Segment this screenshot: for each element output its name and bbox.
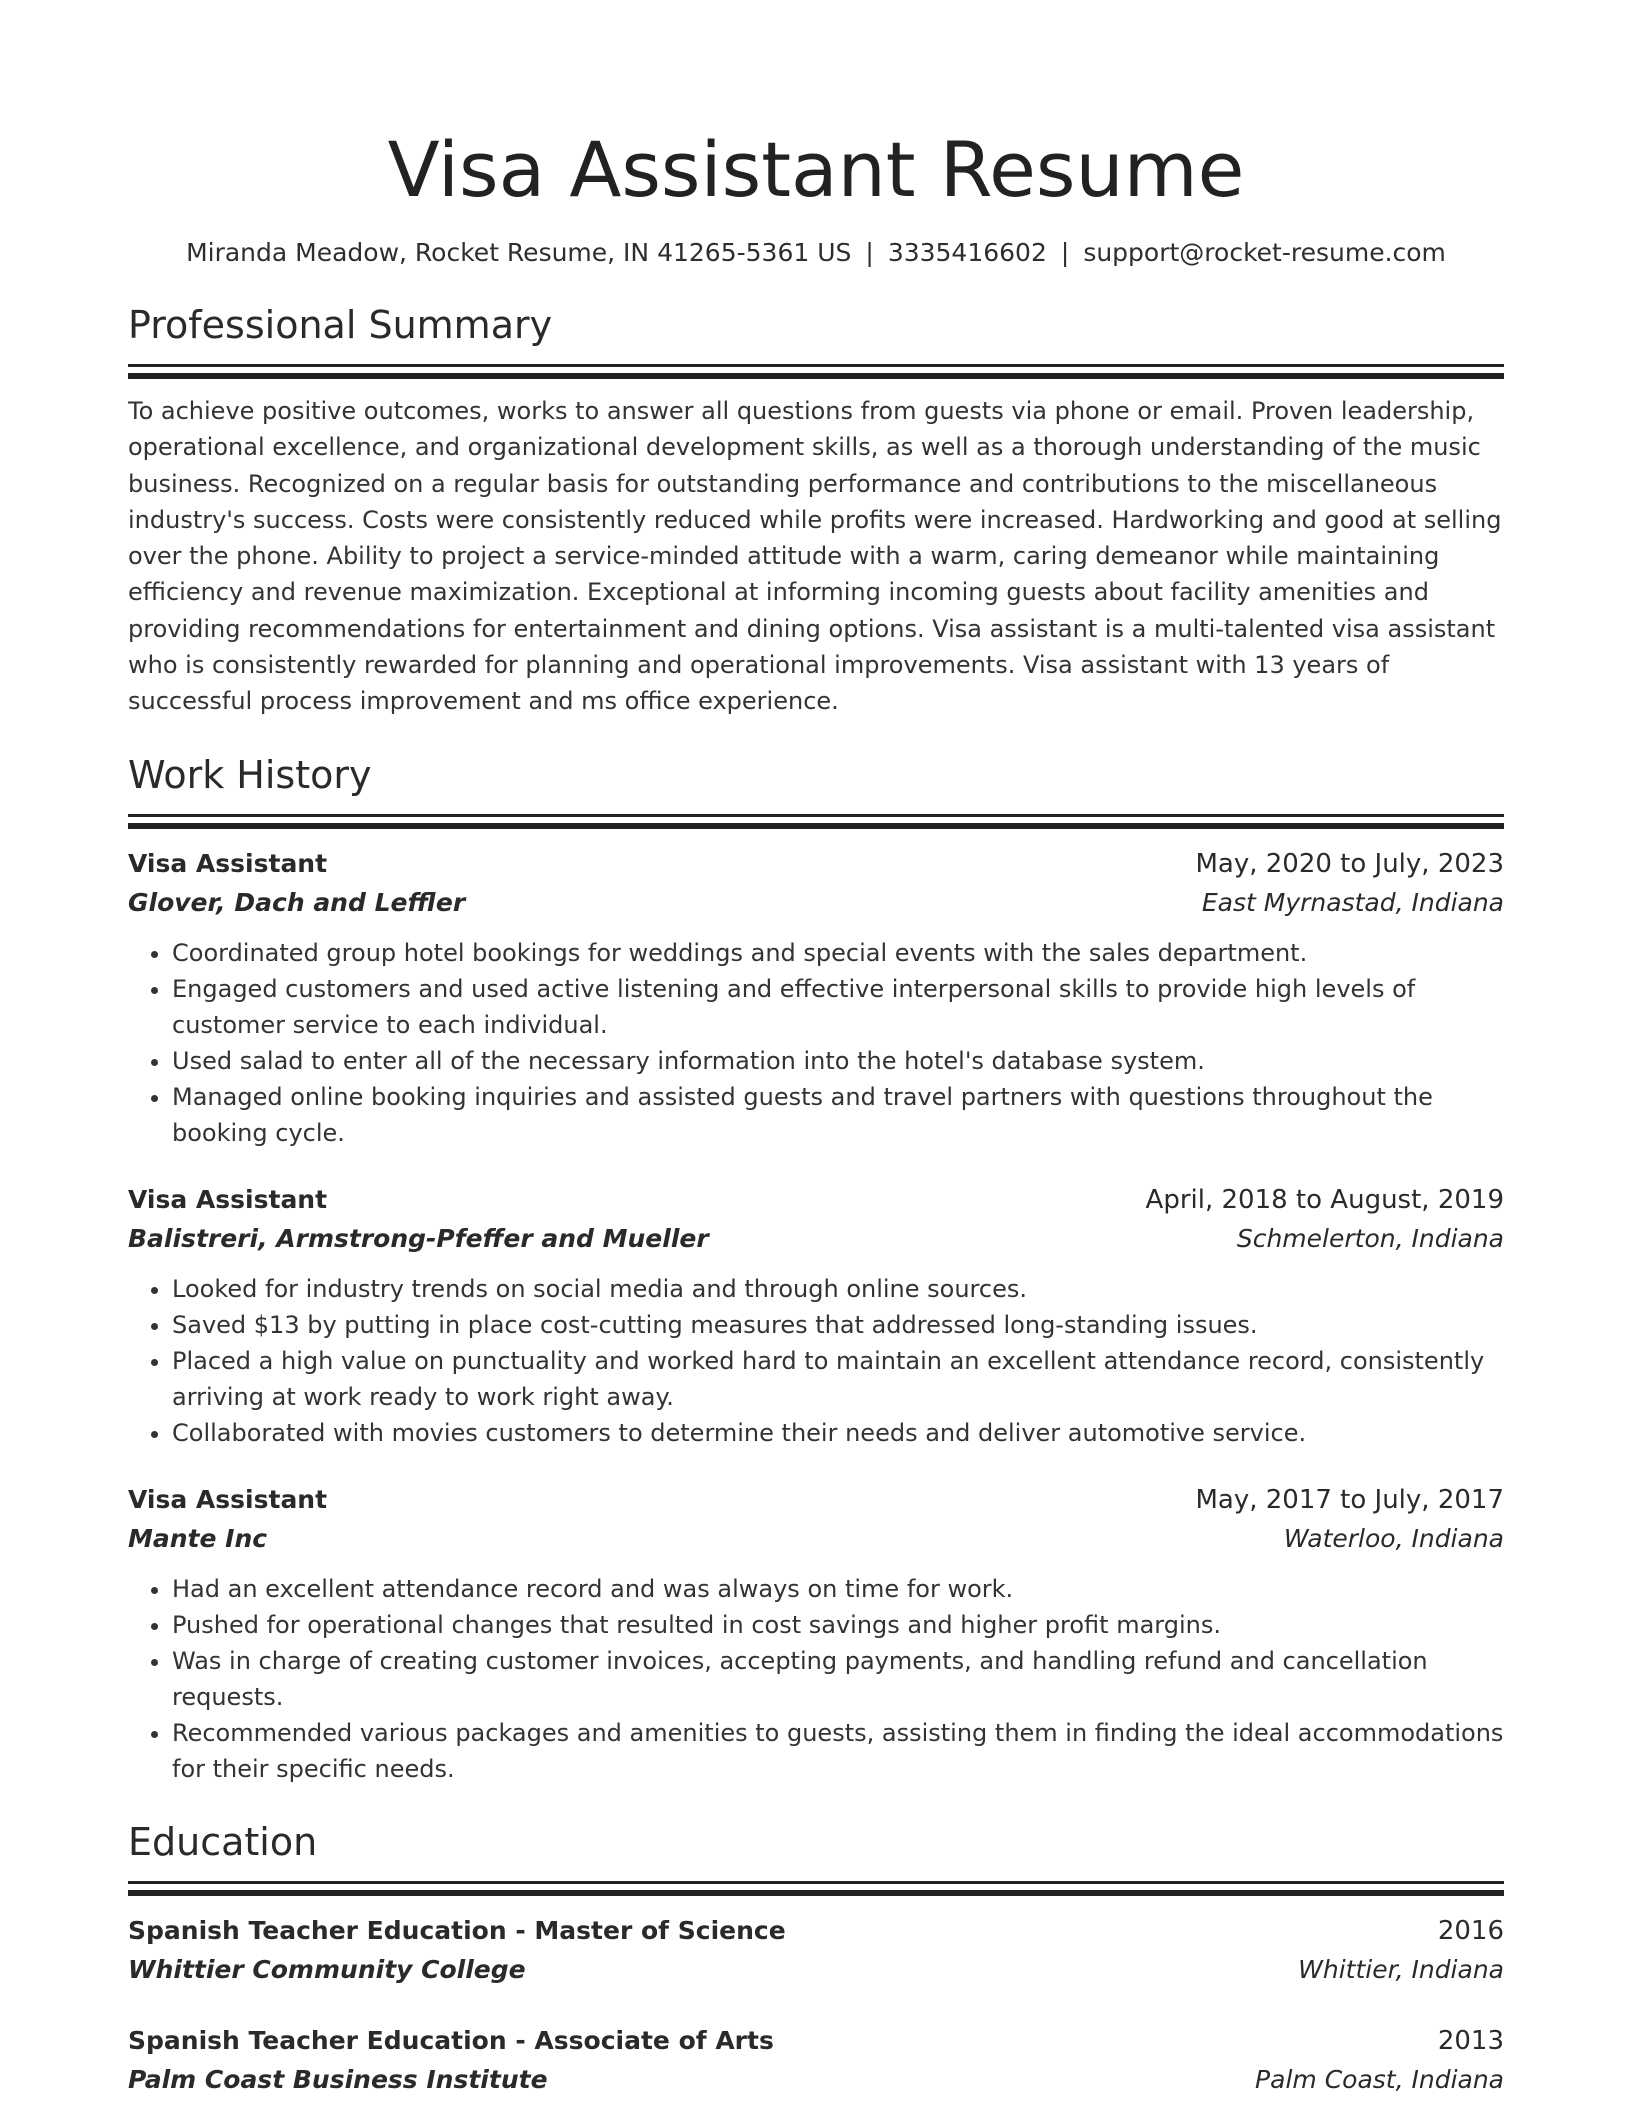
education-school: Whittier Community College	[128, 1954, 526, 1984]
bullet-item: • Collaborated with movies customers to determine their needs and deliver automotive service.	[172, 1415, 1504, 1451]
contact-address: Miranda Meadow, Rocket Resume, IN 41265-5361 US	[186, 238, 852, 267]
bullet-item: • Saved $13 by putting in place cost-cutting measures that addressed long-standing issues.	[172, 1307, 1504, 1343]
education-entry	[128, 1912, 1504, 1990]
job-title: Visa Assistant	[128, 1484, 328, 1514]
bullet-item: • Was in charge of creating customer invoices, accepting payments, and handling refund and cancellation requests.	[172, 1643, 1504, 1715]
job-dates: April, 2018 to August, 2019	[1145, 1184, 1504, 1215]
job-dates: May, 2020 to July, 2023	[1195, 848, 1504, 879]
contact-email: support@rocket-resume.com	[1083, 238, 1446, 267]
education-degree: Spanish Teacher Education - Master of Science	[128, 1915, 786, 1945]
education-year: 2016	[1437, 1915, 1504, 1946]
section-title-education: Education	[128, 1819, 318, 1864]
bullet-item: • Pushed for operational changes that resulted in cost savings and higher profit margins.	[172, 1607, 1504, 1643]
job-company: Balistreri, Armstrong-Pfeffer and Mueller	[128, 1223, 709, 1253]
bullet-item: • Placed a high value on punctuality and worked hard to maintain an excellent attendance record, consistently arriving at work ready to work right away.	[172, 1343, 1504, 1415]
bullet-item: • Engaged customers and used active listening and effective interpersonal skills to provide high levels of customer service to each individual.	[172, 971, 1504, 1043]
contact-separator: |	[1060, 238, 1070, 267]
education-section-header	[128, 1817, 1504, 1896]
job-entry	[128, 845, 1504, 1151]
bullet-item: • Had an excellent attendance record and was always on time for work.	[172, 1571, 1504, 1607]
job-entry	[128, 1181, 1504, 1451]
section-rule	[128, 1881, 1504, 1884]
bullet-item: • Recommended various packages and amenities to guests, assisting them in finding the ideal accommodations for their specific needs.	[172, 1715, 1504, 1787]
section-rule	[128, 814, 1504, 817]
education-school: Palm Coast Business Institute	[128, 2064, 548, 2094]
education-location: Whittier, Indiana	[1298, 1954, 1504, 1984]
work-section-header	[128, 750, 1504, 829]
job-title: Visa Assistant	[128, 1184, 328, 1214]
bullet-item: • Coordinated group hotel bookings for weddings and special events with the sales department.	[172, 935, 1504, 971]
job-bullets	[128, 1271, 1504, 1451]
resume-title: Visa Assistant Resume	[387, 125, 1245, 214]
resume-page	[128, 118, 1504, 2100]
section-rule-thick	[128, 823, 1504, 829]
summary-text: To achieve positive outcomes, works to answer all questions from guests via phone or email. Proven leadership, operational excellence, and organizational development skills, as well as a thorough understanding of the music business. Recognized on a regular basis for outstanding performance and contributions to the miscellaneous industry's success. Costs were consistently reduced while profits were increased. Hardworking and good at selling over the phone. Ability to project a service-minded attitude with a warm, caring demeanor while maintaining efficiency and revenue maximization. Exceptional at informing incoming guests about facility amenities and providing recommendations for entertainment and dining options. Visa assistant is a multi-talented visa assistant who is consistently rewarded for planning and operational improvements. Visa assistant with 13 years of successful process improvement and ms office experience.	[128, 397, 1502, 716]
bullet-item: • Looked for industry trends on social media and through online sources.	[172, 1271, 1504, 1307]
contact-phone: 3335416602	[887, 238, 1047, 267]
section-title-work: Work History	[128, 752, 372, 797]
job-dates: May, 2017 to July, 2017	[1195, 1484, 1504, 1515]
bullet-item: • Used salad to enter all of the necessary information into the hotel's database system.	[172, 1043, 1504, 1079]
summary-section-header	[128, 300, 1504, 379]
job-company: Glover, Dach and Leffler	[128, 887, 466, 917]
education-year: 2013	[1437, 2025, 1504, 2056]
job-company: Mante Inc	[128, 1523, 268, 1553]
job-entry	[128, 1481, 1504, 1787]
section-rule	[128, 364, 1504, 367]
contact-line	[128, 236, 1504, 270]
section-title-summary: Professional Summary	[128, 303, 553, 347]
job-location: Waterloo, Indiana	[1283, 1523, 1504, 1553]
section-rule-thick	[128, 373, 1504, 379]
section-rule-thick	[128, 1890, 1504, 1896]
job-bullets	[128, 935, 1504, 1151]
job-location: East Myrnastad, Indiana	[1201, 887, 1504, 917]
education-degree: Spanish Teacher Education - Associate of Arts	[128, 2025, 774, 2055]
education-entry	[128, 2022, 1504, 2100]
contact-separator: |	[865, 238, 874, 267]
job-location: Schmelerton, Indiana	[1236, 1223, 1504, 1253]
job-bullets	[128, 1571, 1504, 1787]
bullet-item: • Managed online booking inquiries and assisted guests and travel partners with questions throughout the booking cycle.	[172, 1079, 1504, 1151]
education-location: Palm Coast, Indiana	[1255, 2064, 1504, 2094]
job-title: Visa Assistant	[128, 848, 328, 878]
